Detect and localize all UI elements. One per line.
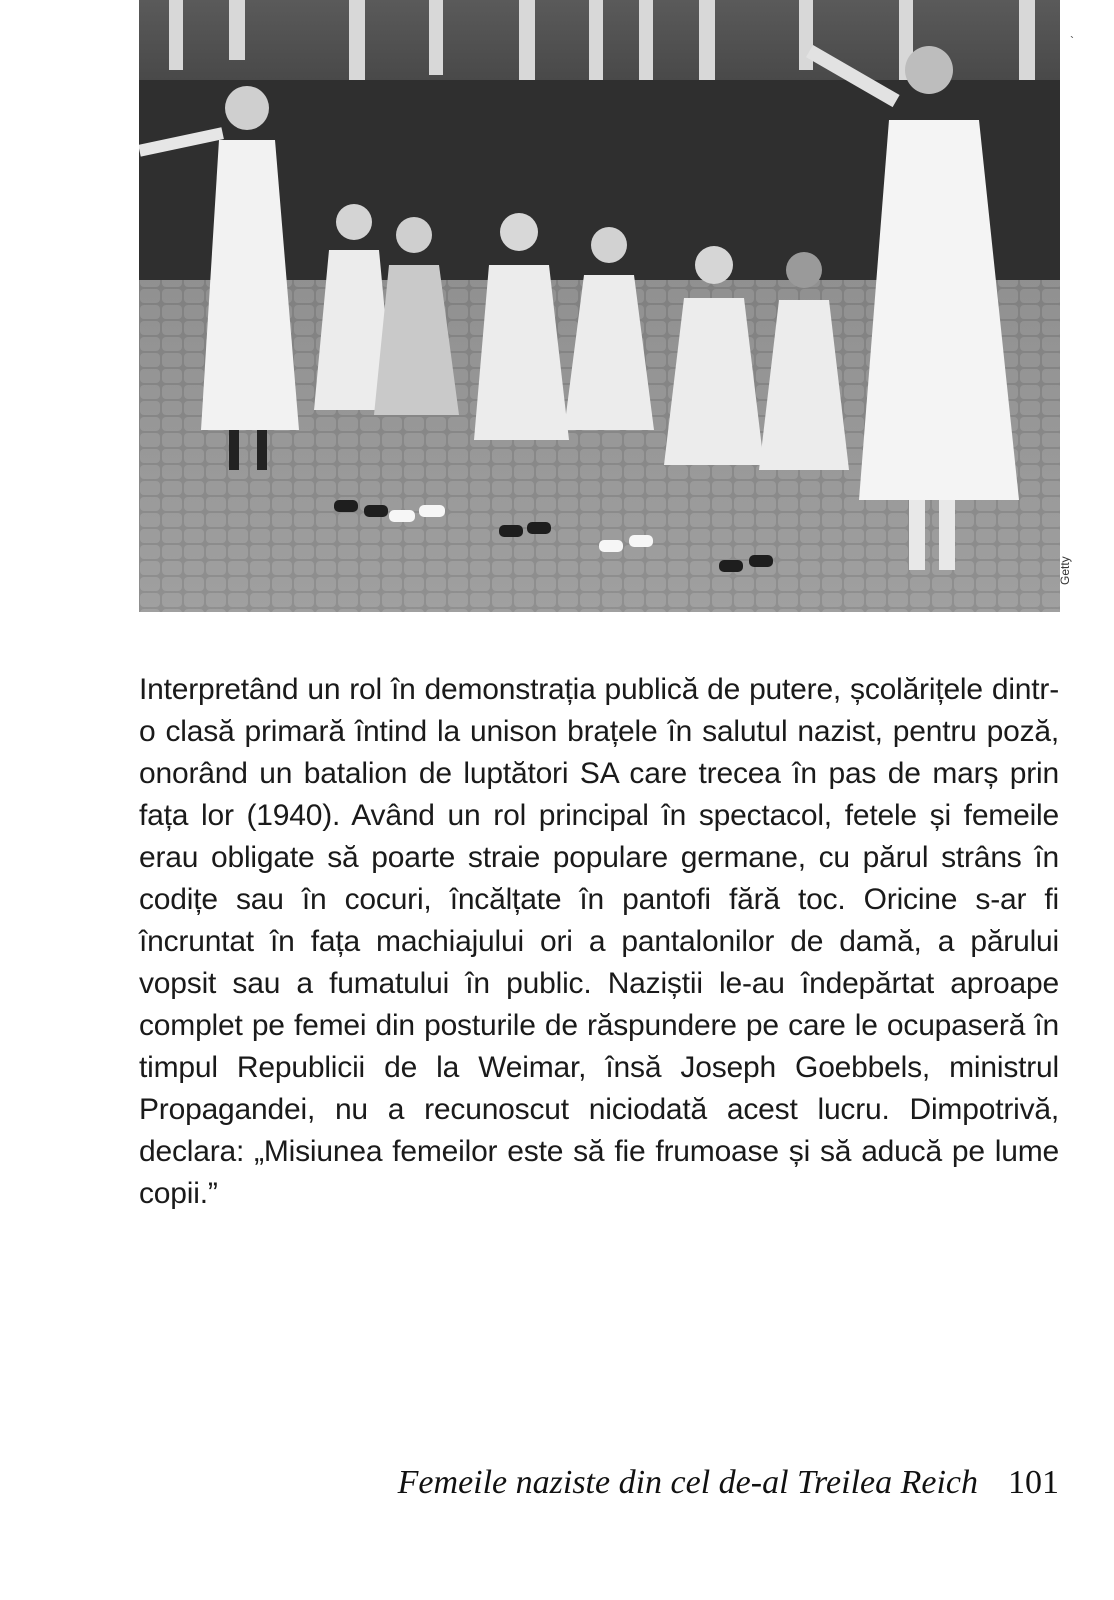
running-title: Femeile naziste din cel de-al Treilea Reich	[397, 1464, 978, 1501]
corner-mark: `	[1070, 34, 1074, 48]
photo-caption: Interpretând un rol în demonstrația publică de putere, școlărițele dintr-o clasă primară întind la unison brațele în salutul nazist, pentru poză, onorând un batalion de luptători SA care trecea în pas de marș prin fața lor (1940). Având un rol principal în spectacol, fetele și femeile erau obligate să poarte straie populare germane, cu părul strâns în codițe sau în cocuri, încălțate în pantofi fără toc. Oricine s-ar fi încruntat în fața machiajului ori a pantalonilor de damă, a părului vopsit sau a fumatului în public. Naziștii le-au îndepărtat aproape complet pe femei din posturile de răspundere pe care le ocupaseră în timpul Republicii de la Weimar, însă Joseph Goebbels, ministrul Propagandei, nu a recunoscut niciodată acest lucru. Dimpotrivă, declara: „Misiunea femeilor este să fie frumoase și să aducă pe lume copii.”	[139, 673, 1059, 1210]
archival-photo	[139, 0, 1060, 612]
photo-illustration	[139, 0, 1060, 612]
photo-credit: Getty	[1058, 556, 1072, 585]
page-footer	[389, 1464, 1059, 1508]
page-number: 101	[1008, 1464, 1059, 1501]
